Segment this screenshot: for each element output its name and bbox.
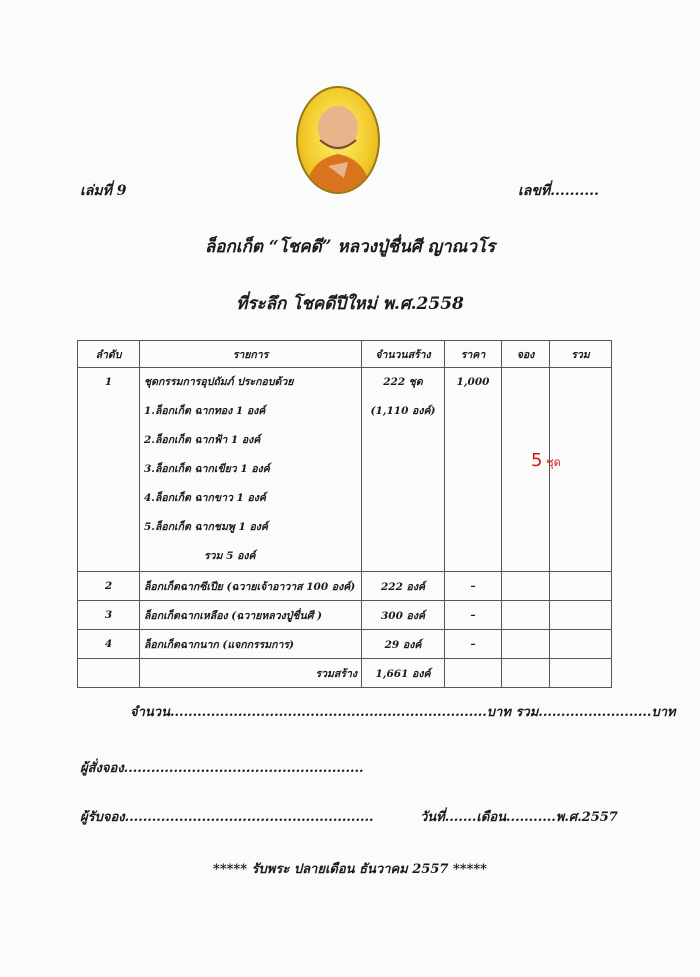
row-number: 2 — [78, 572, 140, 601]
quantity: 29 องค์ — [362, 630, 445, 659]
item-line: 2.ล็อกเก็ต ฉากฟ้า 1 องค์ — [144, 434, 261, 446]
price: – — [445, 572, 502, 601]
orderer-line: ผู้สั่งจอง..................................................... — [80, 761, 364, 776]
col-header: ลำดับ — [78, 341, 140, 368]
quantity-note: (1,110 องค์) — [370, 405, 436, 417]
col-header: จอง — [502, 341, 550, 368]
item-line: 5.ล็อกเก็ต ฉากชมพู 1 องค์ — [144, 521, 268, 533]
item-name: ล็อกเก็ตฉากซีเปีย (ฉวายเจ้าอาวาส 100 องค์) — [140, 572, 362, 601]
total-label: รวมสร้าง — [140, 659, 362, 688]
table-row — [78, 572, 612, 601]
total-quantity: 1,661 องค์ — [362, 659, 445, 688]
receiver-line: ผู้รับจอง....................................................... — [80, 810, 374, 825]
handwritten-order — [531, 450, 561, 471]
form-number: เลขที่.......... — [518, 183, 599, 199]
page-title: ล็อกเก็ต “โชคดี” หลวงปู่ชื่นศี ญาณวโร — [204, 237, 496, 257]
table-total-row — [78, 659, 612, 688]
table-row — [78, 630, 612, 659]
quantity: 300 องค์ — [362, 601, 445, 630]
order-table — [77, 340, 612, 688]
price: 1,000 — [456, 376, 490, 388]
item-line: รวม 5 องค์ — [204, 550, 256, 562]
price: – — [445, 630, 502, 659]
table-row — [78, 601, 612, 630]
item-name: ล็อกเก็ตฉากเหลือง (ฉวายหลวงปู่ชื่นศี ) — [140, 601, 362, 630]
quantity: 222 ชุด — [383, 376, 423, 388]
col-header: รายการ — [140, 341, 362, 368]
item-name: ล็อกเก็ตฉากนาก (แจกกรรมการ) — [140, 630, 362, 659]
amount-line: จำนวน......................................................................บาท รวม.........................บาท — [130, 705, 676, 720]
date-line: วันที่.......เดือน...........พ.ศ.2557 — [420, 810, 618, 825]
monk-portrait-photo — [296, 86, 380, 194]
table-row — [78, 368, 612, 572]
item-line: ชุดกรรมการอุปถัมภ์ ประกอบด้วย — [144, 376, 294, 388]
item-line: 3.ล็อกเก็ต ฉากเขียว 1 องค์ — [144, 463, 270, 475]
item-line: 4.ล็อกเก็ต ฉากขาว 1 องค์ — [144, 492, 266, 504]
price: – — [445, 601, 502, 630]
page-subtitle: ที่ระลึก โชคดีปีใหม่ พ.ศ.2558 — [236, 294, 464, 314]
book-number: เล่มที่ 9 — [80, 183, 127, 199]
table-header-row — [78, 341, 612, 368]
row-number: 3 — [78, 601, 140, 630]
col-header: ราคา — [445, 341, 502, 368]
row-number: 1 — [104, 376, 113, 388]
item-line: 1.ล็อกเก็ต ฉากทอง 1 องค์ — [144, 405, 266, 417]
col-header: รวม — [550, 341, 612, 368]
col-header: จำนวนสร้าง — [362, 341, 445, 368]
pickup-note: ***** รับพระ ปลายเดือน ธันวาคม 2557 ***** — [213, 862, 487, 877]
quantity: 222 องค์ — [362, 572, 445, 601]
handwritten-unit: ชุด — [546, 456, 561, 469]
handwritten-quantity: 5 — [531, 450, 543, 471]
row-number: 4 — [78, 630, 140, 659]
